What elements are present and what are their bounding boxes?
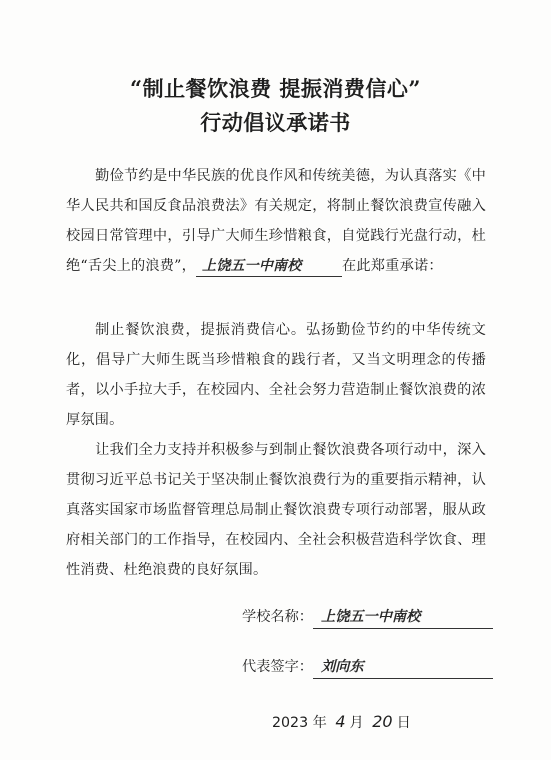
handwritten-school-inline: 上饶五一中南校 — [196, 256, 342, 277]
date-row — [272, 712, 411, 732]
representative-row — [242, 656, 493, 679]
paragraph-3: 让我们全力支持并积极参与到制止餐饮浪费各项行动中，深入贯彻习近平总书记关于坚决制止餐饮浪费行为的重要指示精神，认真落实国家市场监督管理总局制止餐饮浪费专项行动部署，服从政府相关部门的工作指导，在校园内、全社会积极营造科学饮食、理性消费、杜绝浪费的良好氛围。 — [66, 442, 486, 578]
paragraph-2: 制止餐饮浪费，提振消费信心。弘扬勤俭节约的中华传统文化，倡导广大师生既当珍惜粮食的践行者，又当文明理念的传播者，以小手拉大手，在校园内、全社会努力营造制止餐饮浪费的浓厚氛围。 — [66, 322, 486, 428]
paragraph-1-tail: 在此郑重承诺： — [342, 258, 443, 274]
date-year: 2023 — [272, 715, 309, 731]
school-name-label: 学校名称： — [242, 609, 313, 625]
paragraph-1 — [66, 161, 486, 281]
school-name-signature: 上饶五一中南校 — [313, 606, 493, 629]
date-day-unit: 日 — [396, 715, 411, 731]
document-title-line1: “制止餐饮浪费 提振消费信心” — [130, 76, 421, 101]
school-name-row — [242, 606, 493, 629]
date-day: 20 — [372, 712, 393, 731]
representative-label: 代表签字： — [242, 659, 313, 675]
date-month-unit: 月 — [349, 715, 364, 731]
document-title-line2: 行动倡议承诺书 — [200, 110, 351, 135]
representative-signature: 刘向东 — [313, 656, 493, 679]
date-month: 4 — [335, 712, 346, 731]
paragraph-1-text: 勤俭节约是中华民族的优良作风和传统美德，为认真落实《中华人民共和国反食品浪费法》有关规定，将制止餐饮浪费宣传融入校园日常管理中，引导广大师生珍惜粮食，自觉践行光盘行动，杜绝“舌尖上的浪费”， — [66, 168, 486, 274]
date-year-unit: 年 — [312, 715, 327, 731]
